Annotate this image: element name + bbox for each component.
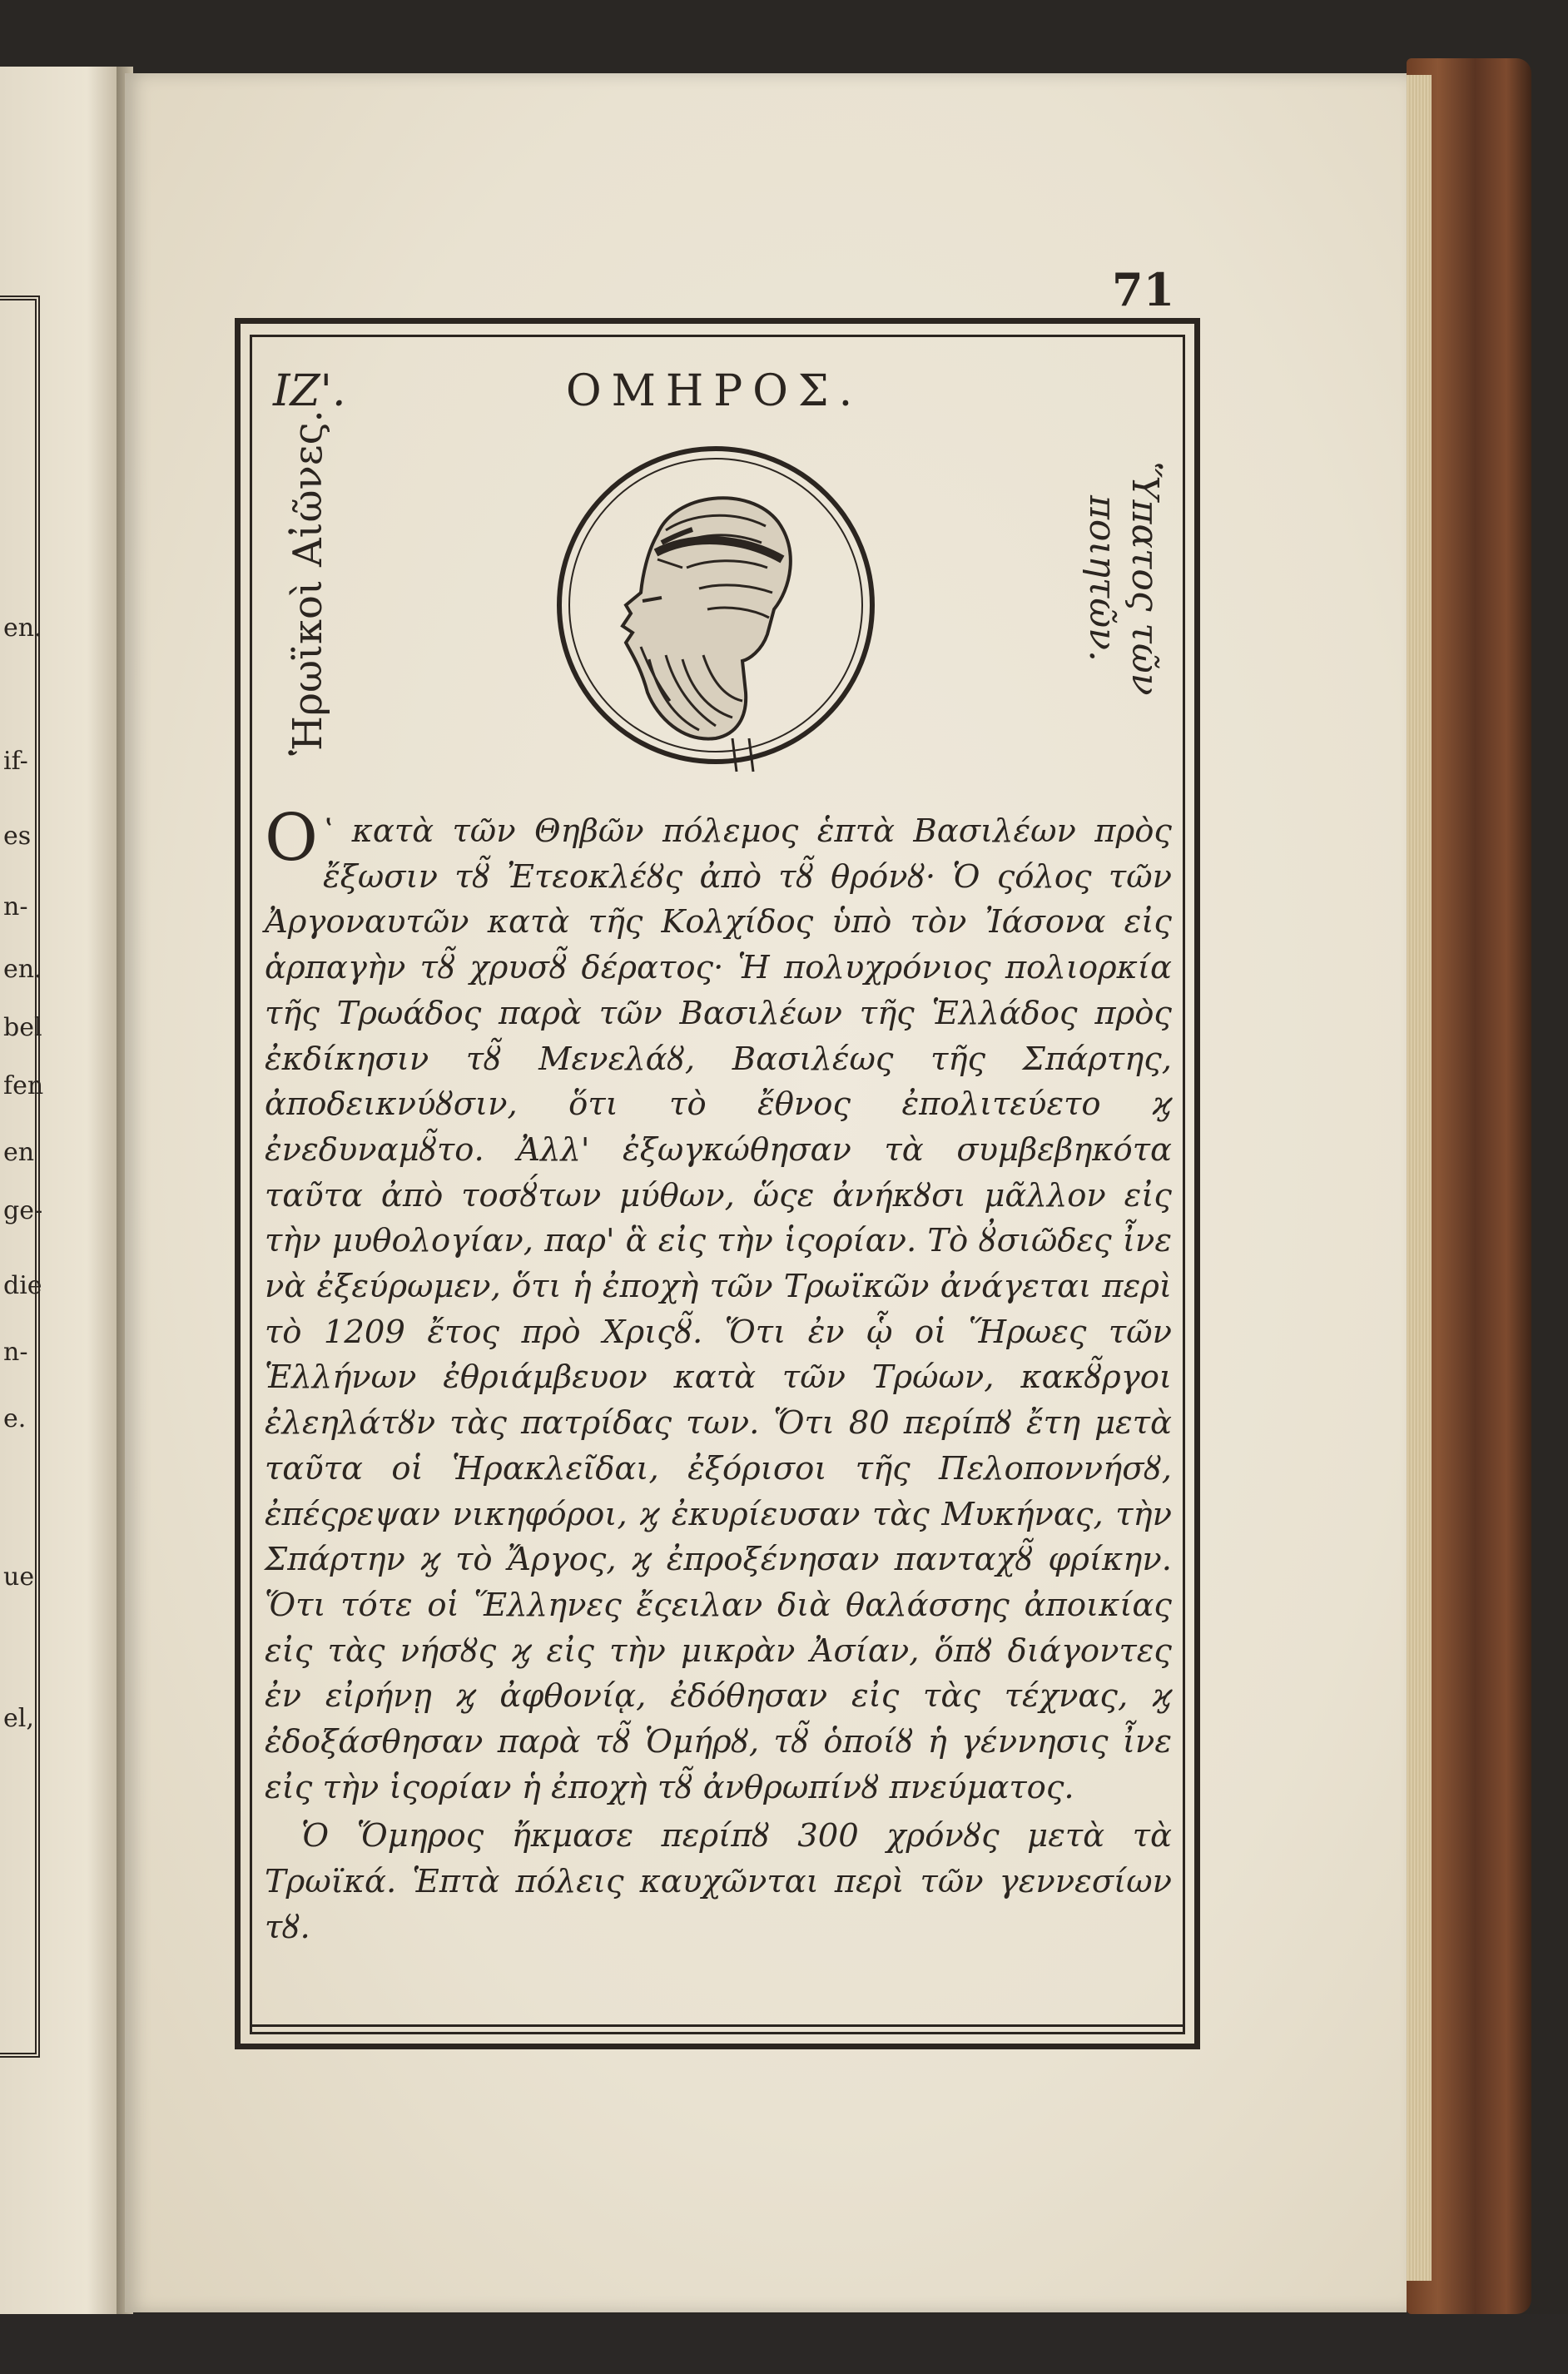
previous-page-fragment: en. (3, 613, 42, 643)
side-label-supreme-poet (1074, 387, 1165, 770)
previous-page-fragment: if- (3, 747, 28, 776)
previous-page-fragment: ue (3, 1562, 35, 1592)
previous-page-fragment: bel (3, 1013, 42, 1042)
previous-page-fragment: fen (3, 1071, 44, 1100)
main-text (265, 801, 1172, 1951)
homer-portrait-medallion-icon (549, 443, 882, 784)
side-label-heroic-ages: Ἡρωϊκοὶ Αἰῶνες. (285, 410, 331, 756)
previous-page-fragment: e. (3, 1404, 27, 1433)
previous-page-fragment: ge- (3, 1196, 43, 1225)
drop-cap: Ο (265, 801, 318, 876)
leather-background (0, 2314, 1568, 2374)
previous-page-fragment: n- (3, 1338, 28, 1367)
previous-page-fragment: die (3, 1271, 42, 1300)
previous-page-fragment: en (3, 1138, 35, 1167)
frame-bottom-rule (250, 2024, 1185, 2027)
paragraph-1 (265, 801, 1172, 1810)
previous-page-fragment: en. (3, 955, 42, 984)
section-number: IZ'. (273, 366, 346, 416)
paragraph-1-text: ʽ κατὰ τῶν Θηβῶν πόλεμος ἑπτὰ Βασιλέων πρὸς ἔξωσιν τȣ̃ Ἐτεοκλέȣς ἀπὸ τȣ̃ θρόνȣ· Ὁ ςόλος τῶν Ἀργοναυτῶν κατὰ τῆς Κολχίδος ὑπὸ τὸν Ἰάσονα εἰς ἁρπαγὴν τȣ̃ χρυσȣ̃ δέρατος· Ἡ πολυχρόνιος πολιορκία τῆς Τρωάδος παρὰ τῶν Βασιλέων τῆς Ἑλλάδος πρὸς ἐκδίκησιν τȣ̃ Μενελάȣ, Βασιλέως τῆς Σπάρτης, ἀποδεικνύȣσιν, ὅτι τὸ ἔθνος ἐπολιτεύετο ϗ ἐνεδυναμȣ̃το. Ἀλλ' ἐξωγκώθησαν τὰ συμβεβηκότα ταῦτα ἀπὸ τοσȣ́των μύθων, ὥςε ἀνήκȣσι μᾶλλον εἰς τὴν μυθολογίαν, παρ' ἃ εἰς τὴν ἱςορίαν. Τὸ ȣ̓σιῶδες ἶνε νὰ ἐξεύρωμεν, ὅτι ἡ ἐποχὴ τῶν Τρωϊκῶν ἀνάγεται περὶ τὸ 1209 ἔτος πρὸ Χριςȣ̃. Ὅτι ἐν ᾧ οἱ Ἥρωες τῶν Ἑλλήνων ἐθριάμβευον κατὰ τῶν Τρώων, κακȣ̃ργοι ἐλεηλάτȣν τὰς πατρίδας των. Ὅτι 80 περίπȣ ἔτη μετὰ ταῦτα οἱ Ἡρακλεῖδαι, ἐξόρισοι τῆς Πελοποννήσȣ, ἐπέςρεψαν νικηφόροι, ϗ ἐκυρίευσαν τὰς Μυκήνας, τὴν Σπάρτην ϗ τὸ Ἄργος, ϗ ἐπροξένησαν πανταχȣ̃ φρίκην. Ὅτι τότε οἱ Ἕλληνες ἔςειλαν διὰ θαλάσσης ἀποικίας εἰς τὰς νήσȣς ϗ εἰς τὴν μικρὰν Ἀσίαν, ὅπȣ διάγοντες ἐν εἰρήνῃ ϗ ἀφθονίᾳ, ἐδόθησαν εἰς τὰς τέχνας, ϗ ἐδοξάσθησαν παρὰ τȣ̃ Ὁμήρȣ, τȣ̃ ὁποίȣ ἡ γέννησις ἶνε εἰς τὴν ἱςορίαν ἡ ἐποχὴ τȣ̃ ἀνθρωπίνȣ πνεύματος. (265, 812, 1172, 1806)
paragraph-2: Ὁ Ὅμηρος ἤκμασε περίπȣ 300 χρόνȣς μετὰ τὰ Τρωϊκά. Ἑπτὰ πόλεις καυχῶνται περὶ τῶν γεννεσίων τȣ. (265, 1817, 1172, 1946)
previous-page-frame (0, 296, 43, 2058)
page-title: ΟΜΗΡΟΣ. (566, 366, 863, 416)
side-label-line-1: Ὕπατος τῶν (1124, 461, 1166, 696)
side-label-line-2: ποιητῶν. (1081, 495, 1124, 662)
previous-page-fragment: n- (3, 892, 28, 921)
previous-page-fragment: es (3, 822, 32, 851)
previous-page-fragment: el, (3, 1704, 34, 1733)
page-number: 71 (1112, 263, 1175, 316)
